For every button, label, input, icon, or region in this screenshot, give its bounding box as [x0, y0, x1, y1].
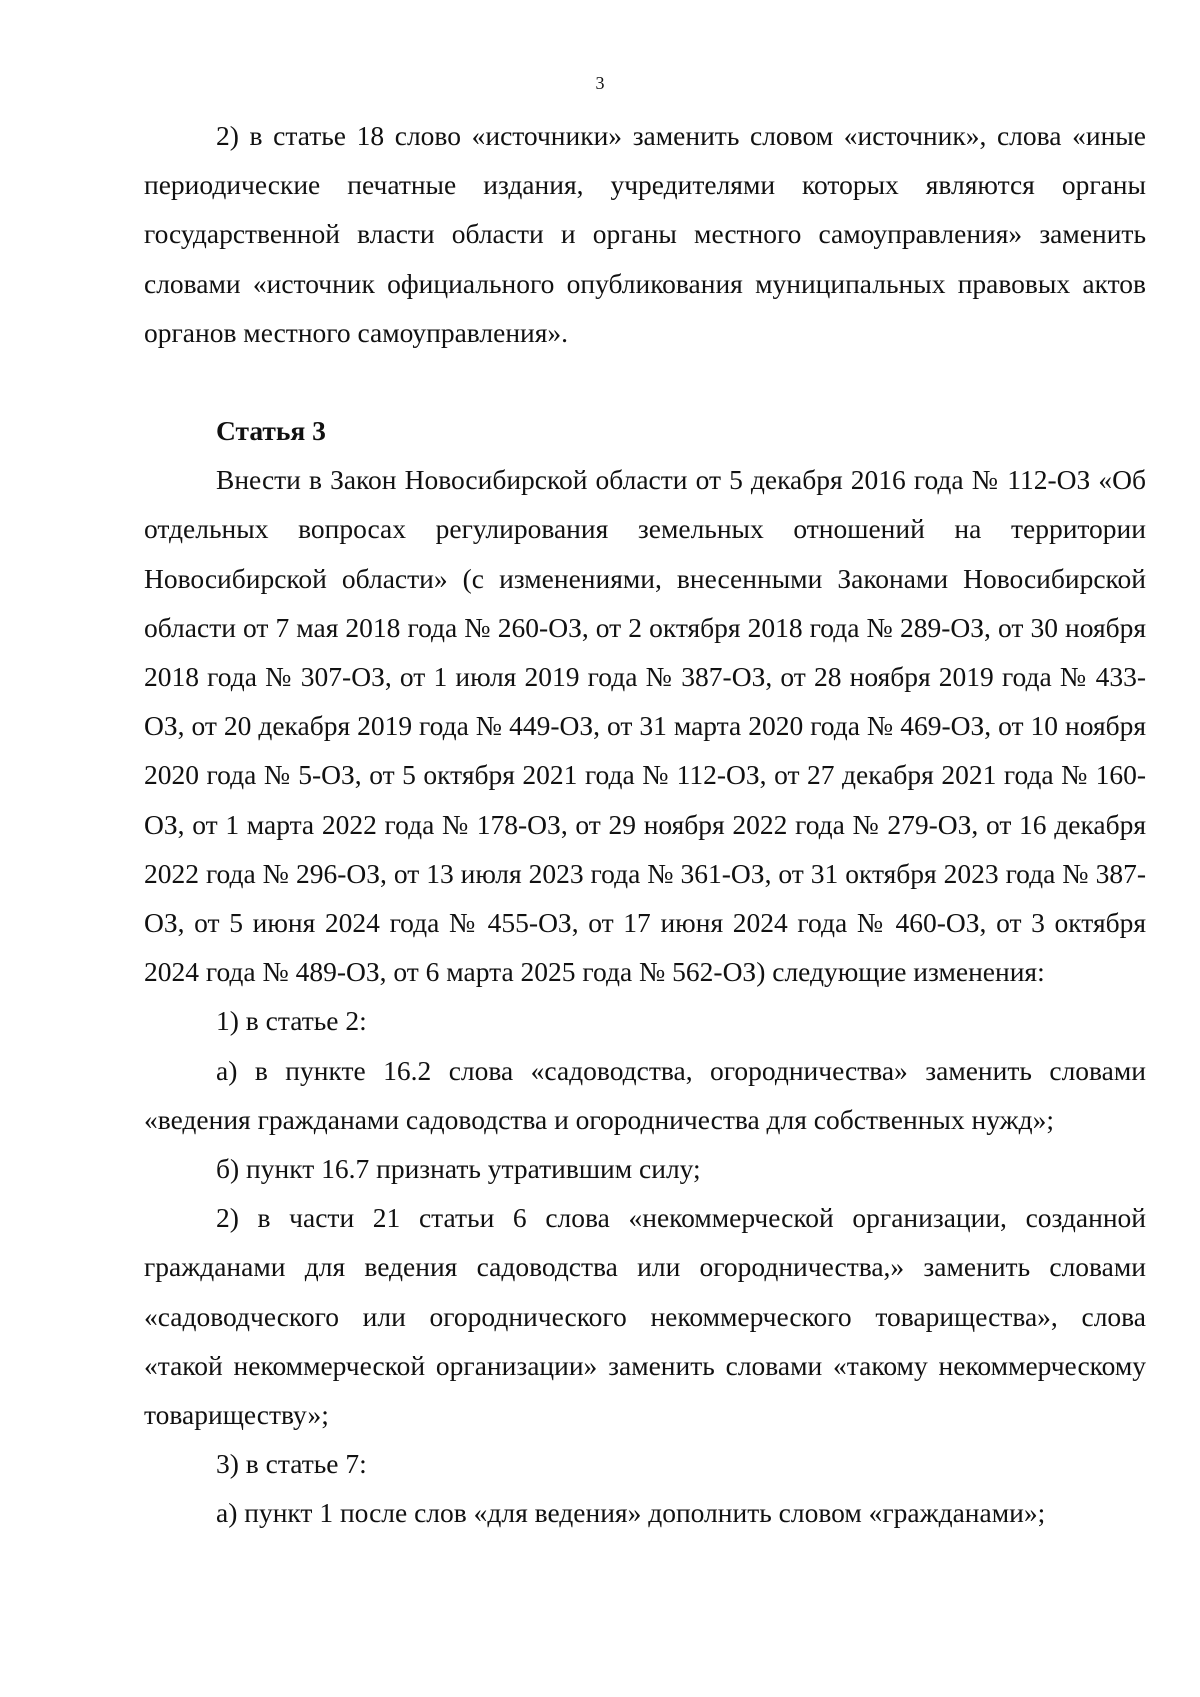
paragraph-item-1: 1) в статье 2: [216, 1005, 367, 1037]
article-heading: Статья 3 [216, 415, 326, 447]
page-number: 3 [595, 73, 605, 93]
paragraph-item-3: 3) в статье 7: [216, 1448, 367, 1480]
paragraph-law-amendments-intro: Внести в Закон Новосибирской области от 5 декабря 2016 года № 112-ОЗ «Об отдельных вопросах регулирования земельных отношений на территории Новосибирской области» (с изменениями, внесенными Законами Новосибирской области от 7 мая 2018 года № 260-ОЗ, от 2 октября 2018 года № 289-ОЗ, от 30 ноября 2018 года № 307-ОЗ, от 1 июля 2019 года № 387-ОЗ, от 28 ноября 2019 года № 433-ОЗ, от 20 декабря 2019 года № 449-ОЗ, от 31 марта 2020 года № 469-ОЗ, от 10 ноября 2020 года № 5-ОЗ, от 5 октября 2021 года № 112-ОЗ, от 27 декабря 2021 года № 160-ОЗ, от 1 марта 2022 года № 178-ОЗ, от 29 ноября 2022 года № 279-ОЗ, от 16 декабря 2022 года № 296-ОЗ, от 13 июля 2023 года № 361-ОЗ, от 31 октября 2023 года № 387-ОЗ, от 5 июня 2024 года № 455-ОЗ, от 17 июня 2024 года № 460-ОЗ, от 3 октября 2024 года № 489-ОЗ, от 6 марта 2025 года № 562-ОЗ) следующие изменения: [144, 464, 1146, 988]
document-body [144, 111, 1146, 1538]
paragraph-article18-amendment: 2) в статье 18 слово «источники» заменить словом «источник», слова «иные периодические печатные издания, учредителями которых являются органы государственной власти области и органы местного самоуправления» заменить словами «источник официального опубликования муниципальных правовых актов органов местного самоуправления». [144, 120, 1146, 348]
paragraph-item-1b: б) пункт 16.7 признать утратившим силу; [216, 1153, 701, 1185]
paragraph-item-3a: а) пункт 1 после слов «для ведения» дополнить словом «гражданами»; [216, 1497, 1046, 1529]
paragraph-item-2: 2) в части 21 статьи 6 слова «некоммерческой организации, созданной гражданами для ведения садоводства или огородничества,» заменить словами «садоводческого или огороднического некоммерческого товарищества», слова «такой некоммерческой организации» заменить словами «такому некоммерческому товариществу»; [144, 1202, 1146, 1431]
paragraph-item-1a: а) в пункте 16.2 слова «садоводства, огородничества» заменить словами «ведения гражданами садоводства и огородничества для собственных нужд»; [144, 1054, 1146, 1135]
